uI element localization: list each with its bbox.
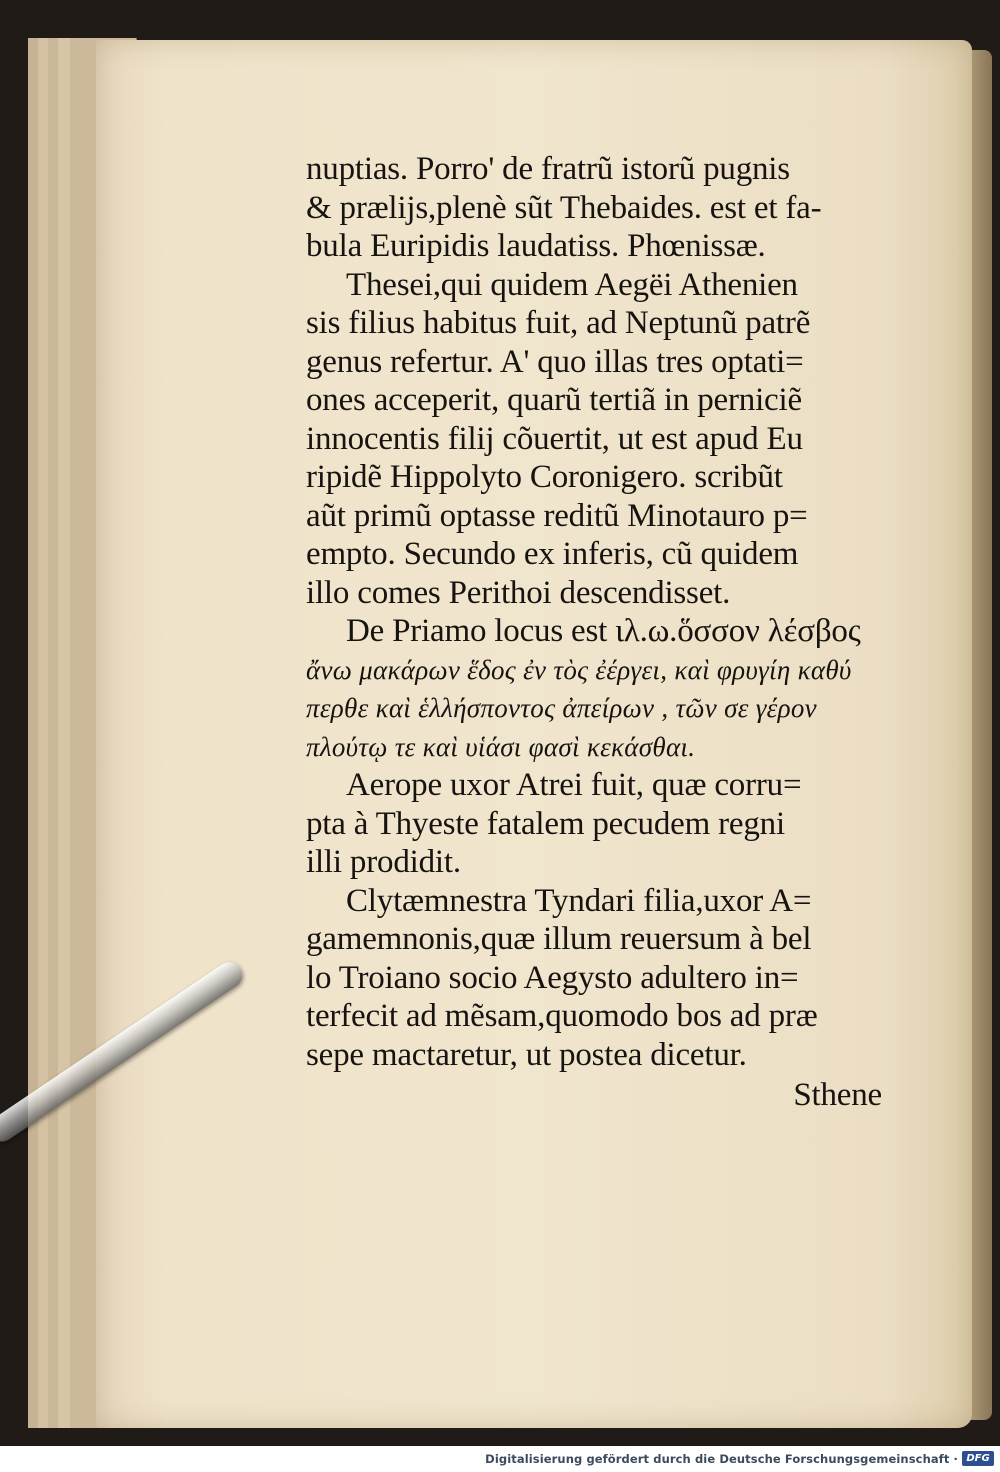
page-text <box>306 150 896 1115</box>
text-line: & prælijs,plenè sũt Thebaides. est et fa- <box>306 189 822 226</box>
text-line: sepe mactaretur, ut postea dicetur. <box>306 1036 747 1073</box>
text-line: ones acceperit, quarũ tertiã in perniciẽ <box>306 382 802 418</box>
text-line: pta à Thyeste fatalem pecudem regni <box>306 805 785 842</box>
text-line: Clytæmnestra Tyndari filia,uxor A= <box>346 882 812 919</box>
text-line: illi prodidit. <box>306 844 461 880</box>
greek-text-line: περθε καὶ ἑλλήσποντος ἀπείρων , τῶν σε γέρον <box>306 693 817 723</box>
dfg-logo: DFG <box>962 1451 994 1466</box>
text-line: genus refertur. A' quo illas tres optati= <box>306 343 804 380</box>
catchword: Sthene <box>793 1077 882 1113</box>
text-line: nuptias. Porro' de fratrũ istorũ pugnis <box>306 151 790 187</box>
text-line: illo comes Perithoi descendisset. <box>306 574 731 611</box>
text-line: aũt primũ optasse reditũ Minotauro p= <box>306 497 808 534</box>
text-line: gamemnonis,quæ illum reuersum à bel <box>306 921 812 957</box>
greek-text-line: ἄνω μακάρων ἕδος ἐν τὸς ἐέργει, καὶ φρυγίη καθύ <box>306 654 852 685</box>
text-line: De Priamo locus est ιλ.ω.ὅσσον λέσβος <box>346 613 861 649</box>
text-line: terfecit ad mẽsam,quomodo bos ad præ <box>306 998 818 1034</box>
text-line: bula Euripidis laudatiss. Phœnissæ. <box>306 228 766 264</box>
text-line: Aerope uxor Atrei fuit, quæ corru= <box>346 767 802 803</box>
text-line: lo Troiano socio Aegysto adultero in= <box>306 959 799 996</box>
text-line: empto. Secundo ex inferis, cũ quidem <box>306 536 799 572</box>
funding-credit: Digitalisierung gefördert durch die Deutsche Forschungsgemeinschaft · <box>485 1452 958 1466</box>
text-line: sis filius habitus fuit, ad Neptunũ patrẽ <box>306 305 811 341</box>
text-line: Thesei,qui quidem Aegëi Athenien <box>346 266 798 303</box>
footer-bar <box>0 1446 1000 1472</box>
text-line: innocentis filij cõuertit, ut est apud Eu <box>306 420 803 457</box>
text-line: ripidẽ Hippolyto Coronigero. scribũt <box>306 459 783 495</box>
greek-text-line: πλούτῳ τε καὶ υἱάσι φασὶ κεκάσθαι. <box>306 731 696 762</box>
